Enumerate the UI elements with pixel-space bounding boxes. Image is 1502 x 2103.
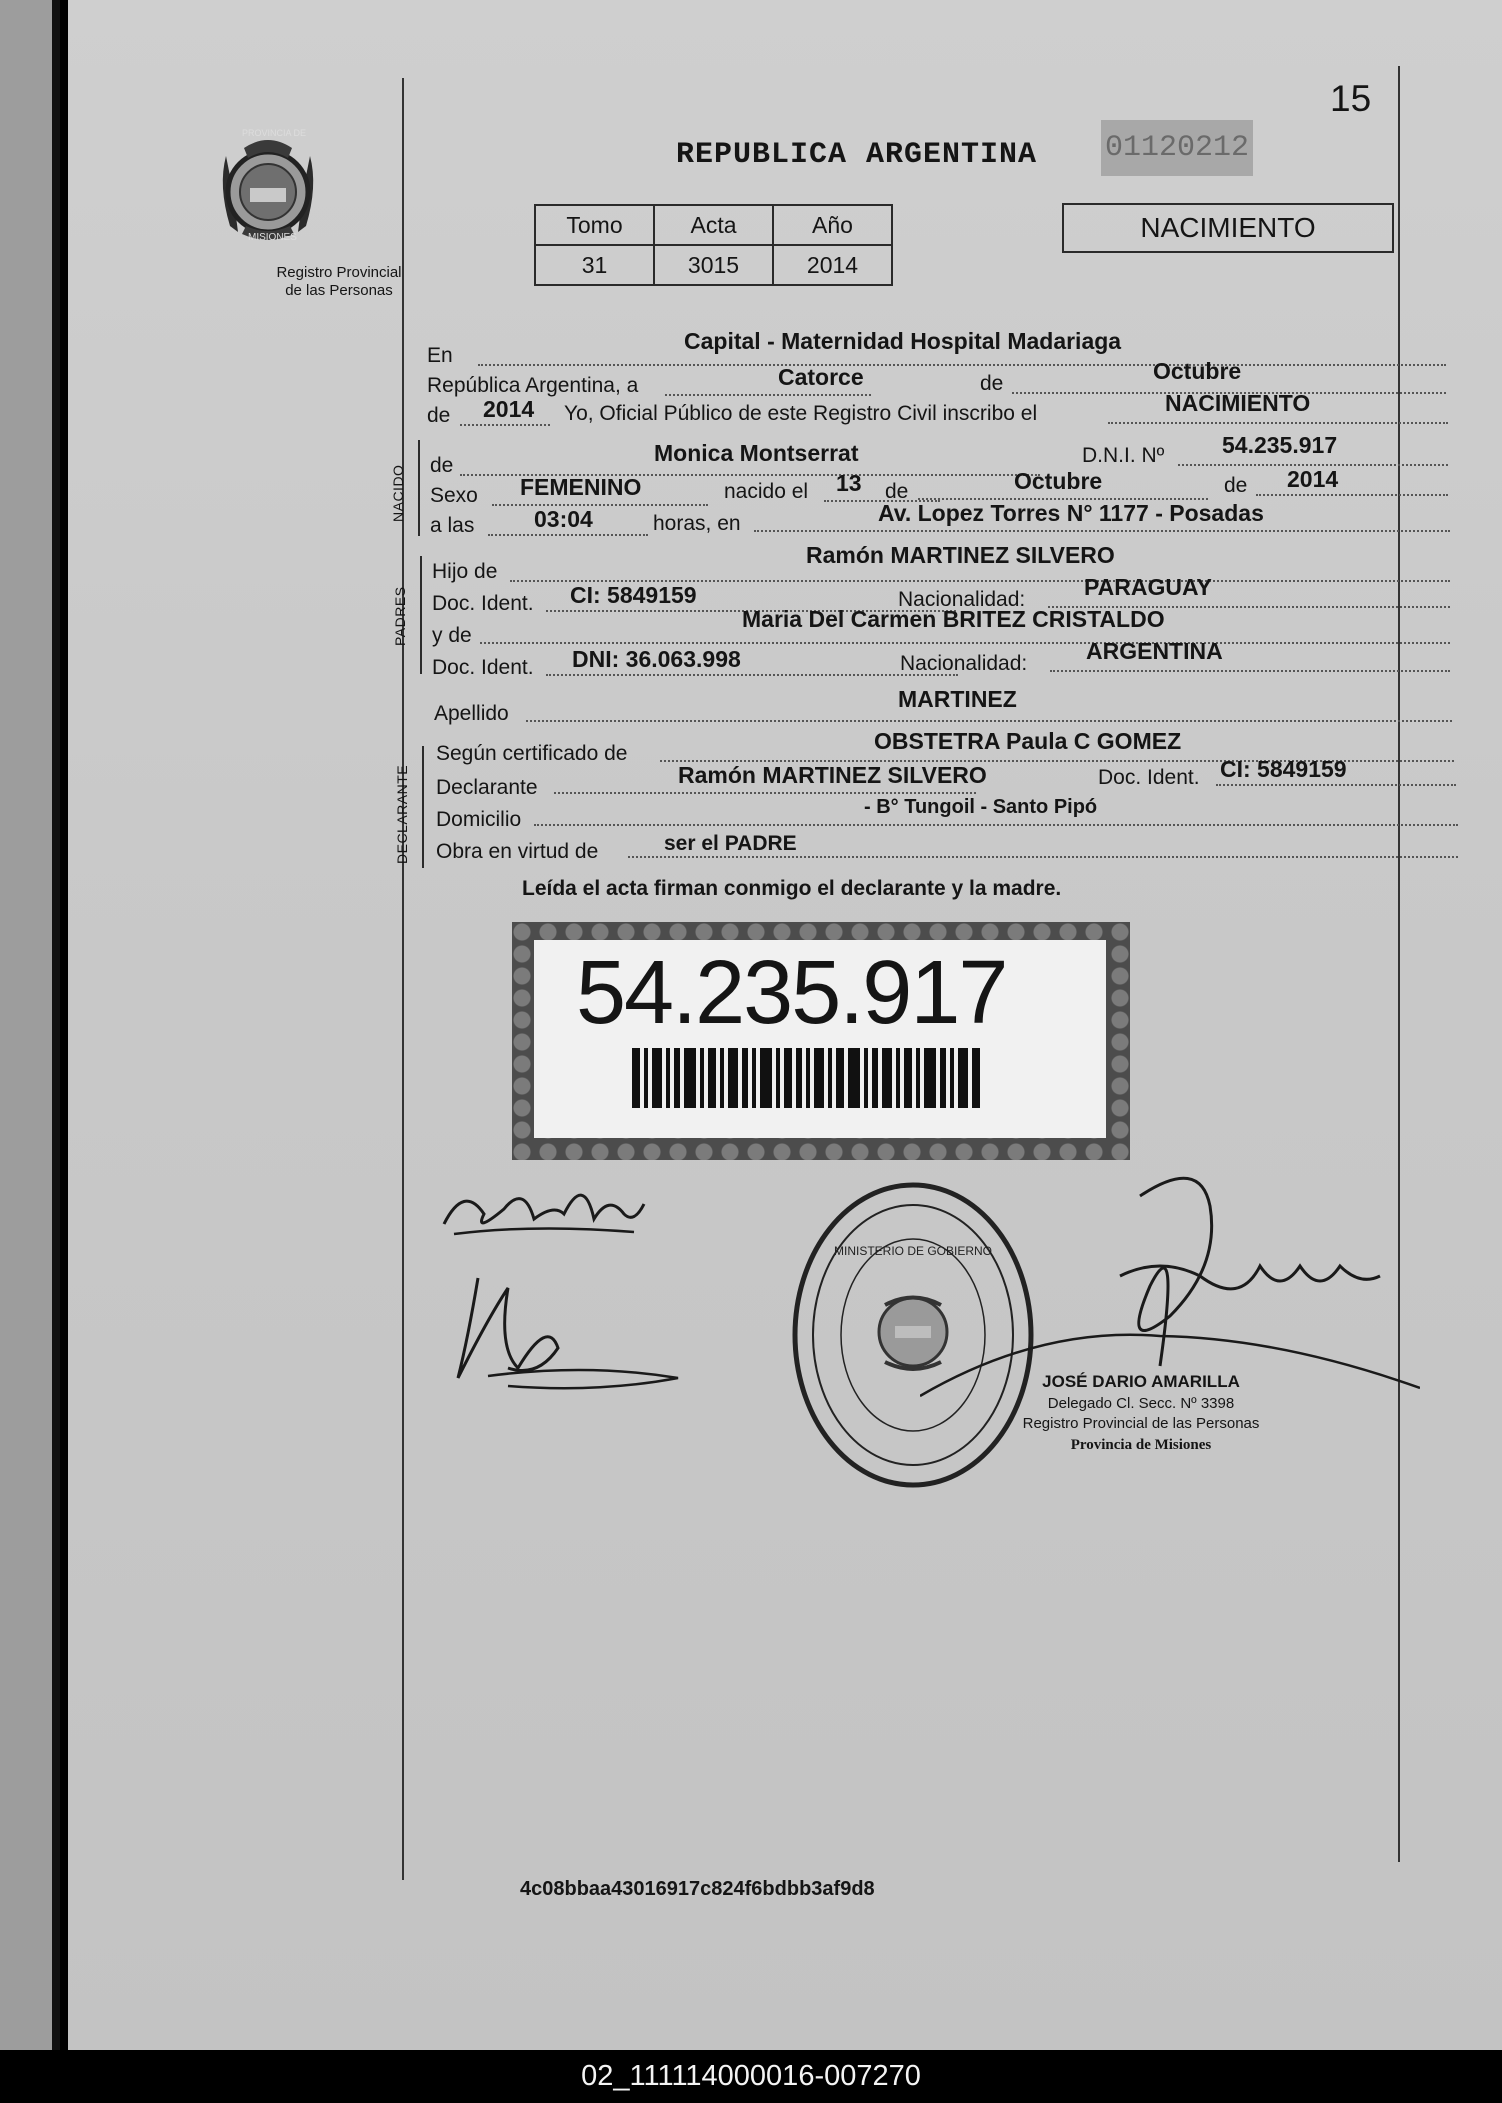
record-type-box: NACIMIENTO [1062, 203, 1394, 253]
label-nacionalidad: Nacionalidad: [898, 588, 1026, 611]
register-value-acta: 3015 [654, 245, 773, 285]
field-dia-letras: Catorce [778, 364, 864, 390]
field-declarante-doc: CI: 5849159 [1220, 756, 1347, 782]
label-y-de: y de [432, 624, 472, 647]
label-horas-en: horas, en [653, 512, 741, 535]
label-nacido-el: nacido el [724, 480, 809, 503]
label-a-las: a las [430, 514, 475, 537]
page-number: 15 [1330, 78, 1372, 119]
dotted-line [1216, 784, 1456, 786]
label-doc-ident: Doc. Ident. [432, 592, 534, 615]
dotted-line [628, 856, 1458, 858]
dni-barcode-label [512, 922, 1130, 1160]
label-declarante: Declarante [436, 776, 538, 799]
register-value-anio: 2014 [773, 245, 892, 285]
logo-caption-line1: Registro Provincial [276, 264, 402, 281]
dotted-line [554, 792, 976, 794]
field-dni: 54.235.917 [1222, 432, 1338, 458]
label-hijo-de: Hijo de [432, 560, 498, 583]
label-doc-ident: Doc. Ident. [432, 656, 534, 679]
label-de: de [885, 480, 909, 503]
label-dni: D.N.I. Nº [1082, 444, 1165, 467]
left-border-line [402, 78, 404, 1880]
label-en: En [427, 344, 453, 367]
label-apellido: Apellido [434, 702, 509, 725]
label-yo-oficial: Yo, Oficial Público de este Registro Civil inscribo el [564, 402, 1038, 425]
dotted-line [1050, 670, 1450, 672]
dotted-line [1108, 422, 1448, 424]
section-divider [422, 746, 424, 868]
right-border-line [1398, 66, 1400, 1862]
declarant-signature-icon [434, 1164, 654, 1269]
register-header-anio: Año [773, 205, 892, 245]
field-certificado: OBSTETRA Paula C GOMEZ [874, 728, 1182, 754]
dni-label-number: 54.235.917 [576, 943, 1007, 1043]
signing-note: Leída el acta firman conmigo el declarante y la madre. [522, 877, 1062, 900]
dotted-line [492, 504, 708, 506]
register-header-acta: Acta [654, 205, 773, 245]
field-madre: Maria Del Carmen BRITEZ CRISTALDO [742, 606, 1165, 632]
field-inscripcion: NACIMIENTO [1165, 390, 1311, 416]
field-nac-anio: 2014 [1287, 466, 1339, 492]
label-de: de [430, 454, 454, 477]
label-republica: República Argentina, a [427, 374, 639, 397]
field-nac-dia: 13 [836, 470, 862, 496]
label-doc-ident-declarante: Doc. Ident. [1098, 766, 1200, 789]
scan-left-margin [0, 0, 60, 2050]
field-madre-nacionalidad: ARGENTINA [1086, 638, 1223, 664]
register-value-tomo: 31 [535, 245, 654, 285]
document-hash: 4c08bbaa43016917c824f6bdbb3af9d8 [520, 1878, 875, 1900]
label-nacionalidad: Nacionalidad: [900, 652, 1028, 675]
field-anio: 2014 [483, 396, 535, 422]
section-label-nacido: NACIDO [390, 464, 406, 522]
mother-signature-icon [448, 1258, 688, 1403]
dotted-line [460, 424, 550, 426]
dotted-line [526, 720, 1452, 722]
dotted-line [534, 824, 1458, 826]
dotted-line [665, 394, 871, 396]
logo-caption-line2: de las Personas [285, 282, 393, 299]
birth-certificate-page [68, 0, 1502, 2050]
label-sexo: Sexo [430, 484, 478, 507]
field-lugar: Capital - Maternidad Hospital Madariaga [684, 328, 1122, 354]
label-obra-en-virtud: Obra en virtud de [436, 840, 599, 863]
field-sexo: FEMENINO [520, 474, 642, 500]
country-title: REPUBLICA ARGENTINA [676, 138, 1038, 172]
official-role: Delegado Cl. Secc. Nº 3398 [1047, 1395, 1235, 1412]
emblem-bottom-text: MISIONES [248, 232, 297, 243]
official-name: JOSÉ DARIO AMARILLA [1042, 1372, 1240, 1391]
dotted-line [478, 364, 1446, 366]
dotted-line [480, 642, 1450, 644]
field-hora: 03:04 [534, 506, 593, 532]
field-padre: Ramón MARTINEZ SILVERO [806, 542, 1115, 568]
label-segun-certificado: Según certificado de [436, 742, 628, 765]
field-lugar-nacimiento: Av. Lopez Torres N° 1177 - Posadas [878, 500, 1264, 526]
label-de: de [1224, 474, 1248, 497]
field-apellido: MARTINEZ [898, 686, 1017, 712]
field-mes: Octubre [1153, 358, 1242, 384]
field-declarante: Ramón MARTINEZ SILVERO [678, 762, 987, 788]
logo-caption [254, 264, 424, 300]
dotted-line [754, 530, 1450, 532]
field-padre-nacionalidad: PARAGUAY [1084, 574, 1212, 600]
emblem-top-text: PROVINCIA DE [242, 128, 307, 138]
section-divider [418, 440, 420, 536]
official-office: Registro Provincial de las Personas [1022, 1415, 1260, 1432]
register-header-tomo: Tomo [535, 205, 654, 245]
serial-number: 01120212 [1101, 120, 1253, 176]
dni-label-inner [534, 940, 1106, 1138]
register-table [534, 204, 893, 286]
field-madre-doc: DNI: 36.063.998 [572, 646, 741, 672]
section-label-declarante: DECLARANTE [394, 764, 410, 864]
section-divider [420, 556, 422, 674]
official-province: Provincia de Misiones [1070, 1437, 1212, 1453]
field-obra-en-virtud: ser el PADRE [664, 832, 797, 855]
dotted-line [488, 534, 648, 536]
field-padre-doc: CI: 5849159 [570, 582, 697, 608]
label-de: de [980, 372, 1004, 395]
field-domicilio: - B° Tungoil - Santo Pipó [864, 796, 1098, 818]
seal-inner-text: MINISTERIO DE GOBIERNO [833, 1244, 992, 1258]
dotted-line [546, 674, 958, 676]
barcode-icon [632, 1048, 1012, 1108]
field-nac-mes: Octubre [1014, 468, 1103, 494]
label-domicilio: Domicilio [436, 808, 522, 831]
label-de: de [427, 404, 451, 427]
field-nombre: Monica Montserrat [654, 440, 859, 466]
scan-footer: 02_111114000016-007270 [0, 2050, 1502, 2103]
section-label-padres: PADRES [392, 586, 408, 646]
dotted-line [1256, 494, 1448, 496]
